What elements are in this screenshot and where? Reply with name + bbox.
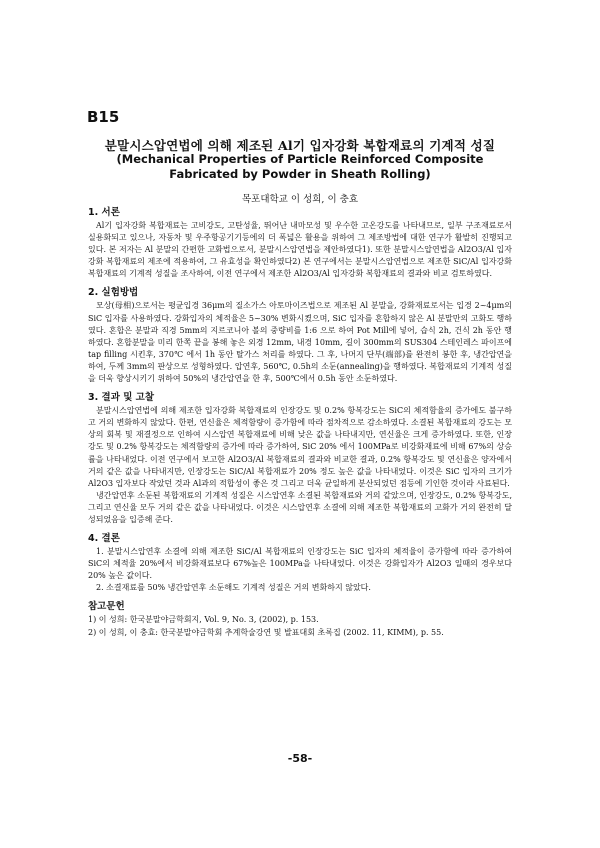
section-heading: 2. 실험방법 (88, 287, 139, 299)
section-references (88, 600, 512, 638)
paragraph: 모상(母相)으로서는 평균입경 36μm의 질소가스 아토마이즈법으로 제조된 Al 분말을, 강화재료로서는 입경 2~4μm의 SiC 입자를 사용하였다. 강화입자의 체적율은 5~30% 변화시켰으며, SiC 입자를 혼합하지 않은 Al 분말만의 고화도 행하였다. 혼합은 분말과 직경 5mm의 지르코니아 볼의 중량비를 1:6 으로 하여 Pot Mill에 넣어, 습식 2h, 건식 2h 동안 행하였다. 혼합분말을 미리 한쪽 끝을 봉해 놓은 외경 12mm, 내경 10mm, 길이 300mm의 SUS304 스테인레스 파이프에 tap filling 시킨후, 370℃ 에서 1h 동안 탈가스 처리를 하였다. 그 후, 나머지 단부(端部)를 완전히 봉한 후, 냉간압연을 하여, 두께 3mm의 판상으로 성형하였다. 압연후, 560℃, 0.5h의 소둔(annealing)을 행하였다. 복합재료의 기계적 성질을 더욱 향상시키기 위하여 50%의 냉간압연을 한 후, 500℃에서 0.5h 동안 소둔하였다. (88, 301, 512, 384)
authors: 목포대학교 이 성희, 이 충효 (241, 194, 359, 205)
reference-item: 1) 이 성희: 한국분말야금학회지, Vol. 9, No. 3, (2002), p. 153. (88, 615, 319, 625)
abstract-code: B15 (87, 108, 120, 126)
section-heading: 3. 결과 및 고찰 (88, 392, 155, 404)
paragraph: 분말시스압연법에 의해 제조한 입자강화 복합재료의 인장강도 및 0.2% 항복강도는 SiC의 체적함율의 증가에도 불구하고 거의 변화하지 않았다. 한편, 연신율은 체적함량이 증가함에 따라 점차적으로 감소하였다. 소결된 복합재료의 강도는 모상의 회복 및 재결정으로 인하여 시스압연 복합재료에 비해 낮은 값을 나타내지만, 연신율은 크게 증가하였다. 또한, 인장강도 및 0.2% 항복강도는 체적함량의 증가에 따라 증가하여, SiC 20% 에서 100MPa로 비강화재료에 비해 67%의 상승률을 나타내었다. 이전 연구에서 보고한 Al2O3/Al 복합재료의 결과와 비교한 결과, 0.2% 항복강도 및 연신율은 양자에서 거의 같은 값을 나타내지만, 인장강도는 SiC/Al 복합재료가 20% 정도 높은 값을 나타내었다. 이것은 SiC 입자의 크기가 Al2O3 입자보다 작았던 것과 Al과의 적합성이 좋은 것 그리고 더욱 균일하게 분산되었던 점등에 기인한 것이라 사료된다. (88, 406, 512, 488)
conclusion-item: 2. 소결재료를 50% 냉간압연후 소둔해도 기계적 성질은 거의 변화하지 않았다. (96, 583, 371, 593)
section-results (88, 391, 512, 526)
section-methods (88, 286, 512, 385)
reference-item: 2) 이 성희, 이 충효: 한국분말야금학회 추계학술강연 및 발표대회 초록집 (2002. 11, KIMM), p. 55. (88, 627, 444, 637)
paper-body (88, 206, 512, 639)
paragraph: Al기 입자강화 복합재료는 고비강도, 고탄성율, 뛰어난 내마모성 및 우수한 고온강도를 나타내므로, 일부 구조재료로서 실용화되고 있으나, 자동차 및 우주항공기기등에의 더 폭넓은 활용을 위하여 그 제조방법에 대한 연구가 활발히 진행되고 있다. 본 저자는 Al 분말의 간편한 고화법으로서, 분말시스압연법을 제안하였다1). 또한 분말시스압연법을 Al2O3/Al 입자강화 복합재료의 제조에 적용하여, 그 유효성을 확인하였다2) 본 연구에서는 분말시스압연법으로 제조한 SiC/Al 입자강화 복합재료의 기계적 성질을 조사하여, 이전 연구에서 제조한 Al2O3/Al 입자강화 복합재료의 결과와 비교 검토하였다. (88, 221, 512, 279)
section-conclusion (88, 532, 512, 594)
section-heading: 참고문헌 (88, 601, 125, 613)
title-korean: 분말시스압연법에 의해 제조된 Al기 입자강화 복합재료의 기계적 성질 (104, 138, 496, 153)
section-introduction (88, 206, 512, 280)
paragraph: 냉간압연후 소둔된 복합재료의 기계적 성질은 시스압연후 소결된 복합재료와 거의 같았으며, 인장강도, 0.2% 항복강도, 그리고 연신율 모두 거의 같은 값을 나타내었다. 이것은 시스압연후 소결에 의해 제조한 복합재료의 고화가 거의 완전히 달성되었음을 입증해 준다. (88, 490, 512, 524)
conclusion-item: 1. 분말시스압연후 소결에 의해 제조한 SiC/Al 복합재료의 인장강도는 SiC 입자의 체적율이 증가함에 따라 증가하여 SiC의 체적율 20%에서 비강화재료보다 67%높은 100MPa을 나타내었다. 이것은 강화입자가 Al2O3 일때의 경우보다 20% 높은 값이다. (88, 547, 512, 581)
page-number: -58- (287, 752, 313, 765)
title-english: (Mechanical Properties of Particle Reinforced Composite Fabricated by Powder in Sheath Rolling) (116, 152, 484, 181)
section-heading: 4. 결론 (88, 533, 120, 545)
section-heading: 1. 서론 (88, 207, 120, 218)
